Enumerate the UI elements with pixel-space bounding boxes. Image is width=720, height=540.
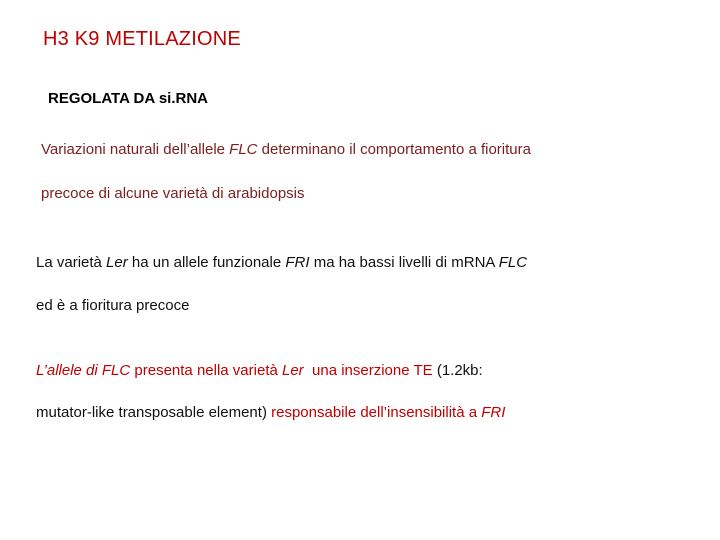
- text-span: ma ha bassi livelli di mRNA: [309, 254, 499, 271]
- para1-line2: precoce di alcune varietà di arabidopsis: [41, 185, 305, 202]
- para1-line1: [41, 141, 531, 158]
- text-span: Variazioni naturali dell’allele: [41, 141, 230, 158]
- para3-line2: [36, 404, 505, 421]
- text-span: una inserzione TE: [303, 362, 437, 379]
- gene-name: FLC: [101, 362, 131, 379]
- text-span: presenta nella varietà: [130, 362, 282, 379]
- text-span: La varietà: [36, 254, 107, 271]
- gene-name: FLC: [498, 254, 528, 271]
- text-span: responsabile dell’insensibilità a: [271, 404, 482, 421]
- gene-name: FRI: [285, 254, 310, 271]
- variety-name: Ler: [106, 254, 128, 271]
- variety-name: Ler: [282, 362, 304, 379]
- gene-name: FRI: [481, 404, 506, 421]
- text-span: (1.2kb:: [436, 362, 483, 379]
- text-span: ha un allele funzionale: [127, 254, 286, 271]
- para2-line2: ed è a fioritura precoce: [36, 297, 190, 314]
- text-span: L’allele di: [36, 362, 102, 379]
- para3-line1: [36, 362, 483, 379]
- gene-name: FLC: [229, 141, 258, 158]
- text-span: determinano il comportamento a fioritura: [257, 141, 531, 158]
- text-span: mutator-like transposable element): [36, 404, 272, 421]
- page-title: H3 K9 METILAZIONE: [43, 28, 241, 50]
- para2-line1: [36, 254, 527, 271]
- subtitle: REGOLATA DA si.RNA: [48, 90, 208, 107]
